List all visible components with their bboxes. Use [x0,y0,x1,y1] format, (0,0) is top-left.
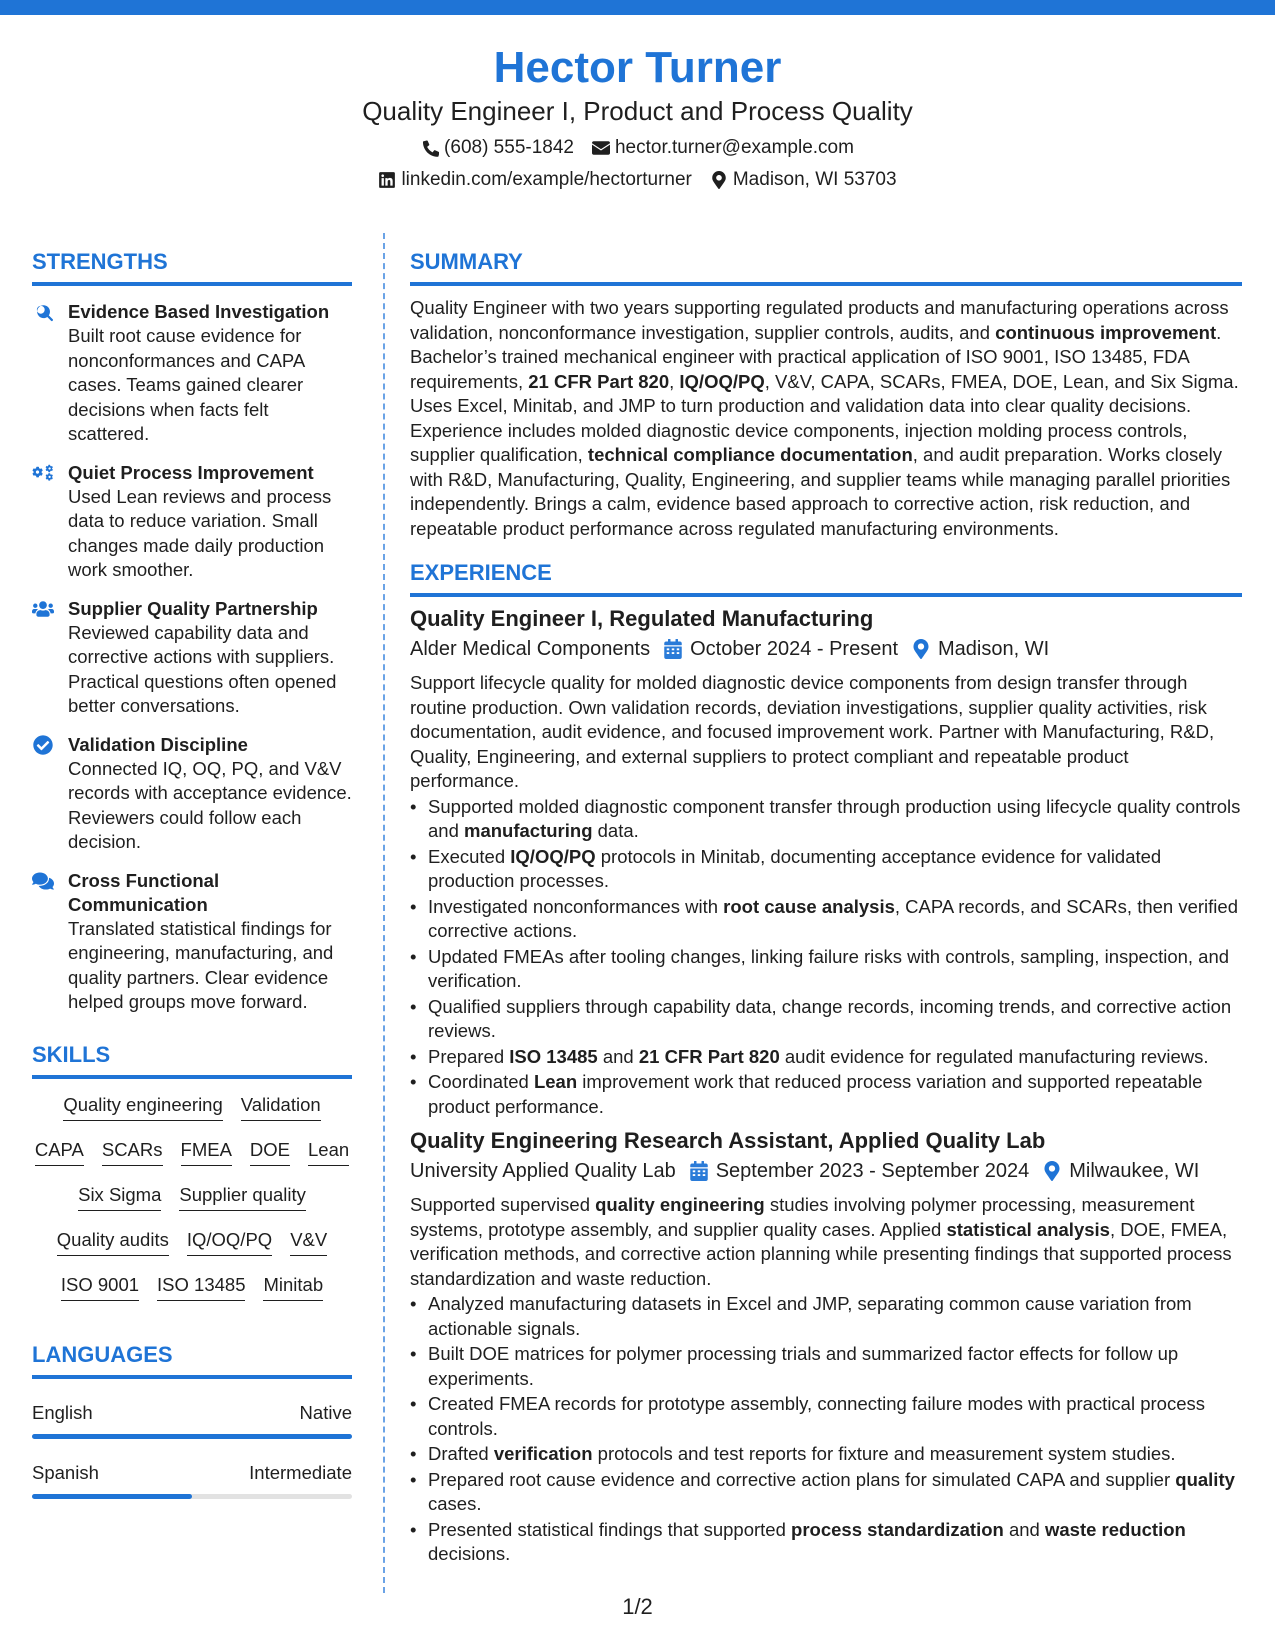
experience-heading: EXPERIENCE [410,559,1242,597]
map-pin-icon [1043,1161,1061,1181]
bold-keyword: waste reduction [1045,1518,1186,1540]
bullet-item [410,995,1242,1044]
skill-tag: Validation [241,1093,321,1121]
text-run: Prepared root cause evidence and corrective action plans for simulated CAPA and supplier [428,1468,1176,1490]
bullet-item [410,795,1242,844]
skill-tag: ISO 9001 [61,1273,139,1301]
text-run: Coordinated [428,1071,534,1092]
language-proficiency-bar [32,1434,352,1439]
text-run: Built DOE matrices for polymer processing trials and summarized factor effects for follow up experiments. [428,1343,1179,1389]
bold-keyword: manufacturing [464,820,593,841]
linkedin-text: linkedin.com/example/hectorturner [401,169,692,190]
bullet-item [410,1392,1242,1441]
skill-tag: Quality audits [57,1228,169,1256]
job-description [410,1193,1242,1291]
bullet-item [410,1045,1242,1070]
bold-keyword: technical compliance documentation [587,444,913,465]
language-item [32,1401,352,1439]
text-run: Created FMEA records for prototype assembly, connecting failure modes with practical process controls. [428,1393,1205,1439]
calendar-icon [690,1161,708,1181]
envelope-icon [592,139,610,157]
job-location [1043,1157,1199,1185]
skills-heading: SKILLS [32,1041,352,1079]
job-location-text: Madison, WI [938,638,1050,660]
text-run: decisions. [428,1543,511,1564]
language-level: Intermediate [249,1461,352,1483]
top-accent-bar [0,0,1275,15]
map-pin-icon [912,639,930,659]
job-meta [410,635,1242,663]
left-column [32,248,352,1499]
text-run: Qualified suppliers through capability data, change records, incoming trends, and corrective action reviews. [428,995,1232,1041]
language-proficiency-bar [32,1494,352,1499]
strength-title: Validation Discipline [68,733,248,755]
strength-description: Reviewed capability data and corrective actions with suppliers. Practical questions often opened better conversations. [68,621,337,716]
bullet-item [410,895,1242,944]
contact-row-2 [0,168,1275,192]
language-level: Native [299,1401,352,1423]
text-run: Quality Engineer with two years supporting regulated products and manufacturing operations across validation, nonconformance investigation, supplier controls, audits, and [410,297,1229,343]
skill-row [32,1183,352,1211]
text-run: Analyzed manufacturing datasets in Excel and JMP, separating common cause variation from actionable signals. [428,1293,1192,1339]
strength-description: Connected IQ, OQ, PQ, and V&V records with acceptance evidence. Reviewers could follow each decision. [68,757,352,852]
skill-tag: CAPA [35,1138,84,1166]
bullet-item [410,1442,1242,1467]
contact-row-1 [0,136,1275,160]
text-run: Prepared [428,1045,510,1067]
text-run: Executed [428,845,511,867]
strength-item [32,733,352,855]
text-run: , and audit preparation. Works closely with R&D, Manufacturing, Quality, Engineering, and supplier teams while managing parallel priorities independently. Brings a calm, evidence based approach to corrective action, risk reduction, and repeatable product performance across regulated manufacturing environments. [410,444,1231,539]
job-bullets [410,1292,1242,1567]
skill-tag: Supplier quality [179,1183,306,1211]
job-dates-text: September 2023 - September 2024 [715,1160,1030,1182]
skill-tag: Minitab [263,1273,323,1301]
text-run: protocols in Minitab, documenting acceptance evidence for validated production processes. [428,845,1162,891]
strength-title: Evidence Based Investigation [68,301,330,322]
languages-heading: LANGUAGES [32,1341,352,1379]
strength-item [32,461,352,583]
strength-description: Used Lean reviews and process data to reduce variation. Small changes made daily production work smoother. [68,485,332,580]
languages-list [32,1401,352,1499]
language-item [32,1461,352,1499]
text-run: , CAPA records, and SCARs, then verified corrective actions. [428,895,1238,941]
strength-title: Quiet Process Improvement [68,461,314,483]
job-location [912,635,1049,663]
bold-keyword: root cause analysis [723,895,895,917]
strengths-heading: STRENGTHS [32,248,352,286]
job-dates [690,1157,1030,1185]
calendar-icon [664,639,682,659]
job-entry [410,605,1242,1119]
bold-keyword: continuous improvement [995,321,1217,343]
experience-list [410,605,1242,1567]
bold-keyword: process standardization [791,1518,1004,1540]
skill-tag: ISO 13485 [157,1273,245,1301]
job-dates [664,635,898,663]
skill-row [32,1273,352,1301]
job-company: Alder Medical Components [410,638,651,660]
text-run: Drafted [428,1443,494,1464]
bullet-item [410,1070,1242,1119]
candidate-title: Quality Engineer I, Product and Process Quality [362,96,913,126]
email-contact[interactable] [592,136,854,160]
linkedin-contact[interactable] [378,168,691,192]
job-bullets [410,795,1242,1120]
linkedin-icon [378,171,396,189]
text-run: studies involving polymer processing, measurement systems, prototype assembly, and supplier quality cases. Applied [410,1194,1195,1240]
gears-icon [32,463,54,483]
text-run: Support lifecycle quality for molded diagnostic device components from design transfer through routine production. Own validation records, deviation investigations, supplier quality activities, risk documentation, audit evidence, and focused improvement work. Partner with Manufacturing, R&D, Quality, Engineering, and external suppliers to protect compliant and repeatable product performance. [410,672,1215,791]
check-circle-icon [32,735,54,755]
email-text: hector.turner@example.com [614,137,854,158]
text-run: improvement work that reduced process variation and supported repeatable product performance. [428,1071,1203,1117]
text-run: , [669,370,680,392]
strength-description: Translated statistical findings for engineering, manufacturing, and quality partners. Clear evidence helped groups move forward. [68,917,334,1012]
users-icon [32,599,54,619]
page-number: 1/2 [622,1594,653,1619]
skill-tag: IQ/OQ/PQ [187,1228,272,1256]
bold-keyword: statistical analysis [946,1218,1110,1240]
summary-paragraph [410,296,1242,541]
candidate-name: Hector Turner [493,43,782,92]
text-run: Updated FMEAs after tooling changes, linking failure risks with controls, sampling, inspection, and verification. [428,945,1230,991]
skills-list [32,1093,352,1301]
job-location-text: Milwaukee, WI [1069,1160,1200,1182]
bold-keyword: quality engineering [595,1194,765,1215]
bullet-item [410,1342,1242,1391]
job-title: Quality Engineering Research Assistant, Applied Quality Lab [410,1128,1046,1153]
strength-description: Built root cause evidence for nonconformances and CAPA cases. Teams gained clearer decisions when facts felt scattered. [68,325,305,444]
skill-row [32,1138,352,1166]
skill-tag: SCARs [102,1138,163,1166]
strength-item [32,597,352,719]
bullet-item [410,1292,1242,1341]
text-run: Presented statistical findings that supported [428,1518,792,1540]
bold-keyword: IQ/OQ/PQ [510,845,596,867]
resume-header [0,42,1275,192]
text-run: cases. [428,1493,482,1514]
text-run: data. [592,820,639,841]
right-column [410,248,1242,1567]
skill-row [32,1228,352,1256]
summary-heading: SUMMARY [410,248,1242,286]
bold-keyword: 21 CFR Part 820 [528,370,670,392]
text-run: audit evidence for regulated manufacturing reviews. [779,1045,1209,1067]
text-run: , V&V, CAPA, SCARs, FMEA, DOE, Lean, and Six Sigma. Uses Excel, Minitab, and JMP to turn production and validation data into clear quality decisions. Experience includes molded diagnostic device components, injection molding process controls, supplier qualification, [410,370,1239,465]
text-run: Supported molded diagnostic component transfer through production using lifecycle quality controls and [428,795,1241,841]
phone-text: (608) 555-1842 [444,137,574,158]
comments-icon [32,871,54,891]
text-run: and [597,1045,639,1067]
bullet-item [410,845,1242,894]
job-company: University Applied Quality Lab [410,1160,676,1182]
skill-tag: FMEA [181,1138,232,1166]
column-divider [383,233,385,1593]
map-pin-icon [710,171,728,189]
skill-tag: Lean [308,1138,349,1166]
job-meta [410,1157,1242,1185]
text-run: and [1003,1518,1045,1540]
job-description [410,671,1242,794]
bold-keyword: Lean [533,1071,578,1092]
skill-tag: Quality engineering [63,1093,222,1121]
job-title: Quality Engineer I, Regulated Manufacturing [410,606,874,631]
bold-keyword: ISO 13485 [509,1045,598,1067]
language-proficiency-fill [32,1494,192,1499]
text-run: Supported supervised [410,1194,596,1215]
bold-keyword: 21 CFR Part 820 [638,1045,780,1067]
phone-icon [421,139,439,157]
search-icon [32,302,54,322]
strength-item [32,869,352,1015]
location-contact [710,168,897,192]
job-entry [410,1127,1242,1567]
strength-item [32,300,352,447]
text-run: Investigated nonconformances with [428,895,724,917]
text-run: protocols and test reports for fixture and measurement system studies. [592,1443,1176,1464]
phone-contact[interactable] [421,136,574,160]
bullet-item [410,1518,1242,1567]
bullet-item [410,945,1242,994]
strength-title: Cross Functional Communication [68,869,220,915]
location-text: Madison, WI 53703 [732,169,897,190]
text-run: , DOE, FMEA, verification methods, and corrective action planning while presenting findings that supported process standardization and waste reduction. [410,1218,1232,1289]
skill-tag: Six Sigma [78,1183,161,1211]
strength-title: Supplier Quality Partnership [68,597,318,619]
bold-keyword: IQ/OQ/PQ [679,370,765,392]
bullet-item [410,1468,1242,1517]
skill-row [32,1093,352,1121]
skill-tag: V&V [290,1228,327,1256]
bold-keyword: verification [493,1443,593,1464]
skill-tag: DOE [250,1138,290,1166]
language-name: English [32,1401,93,1423]
language-name: Spanish [32,1461,99,1483]
bold-keyword: quality [1175,1468,1235,1490]
language-proficiency-fill [32,1434,352,1439]
job-dates-text: October 2024 - Present [690,638,899,660]
text-run: . Bachelor’s trained mechanical engineer with practical application of ISO 9001, ISO 13485, FDA requirements, [410,321,1222,392]
